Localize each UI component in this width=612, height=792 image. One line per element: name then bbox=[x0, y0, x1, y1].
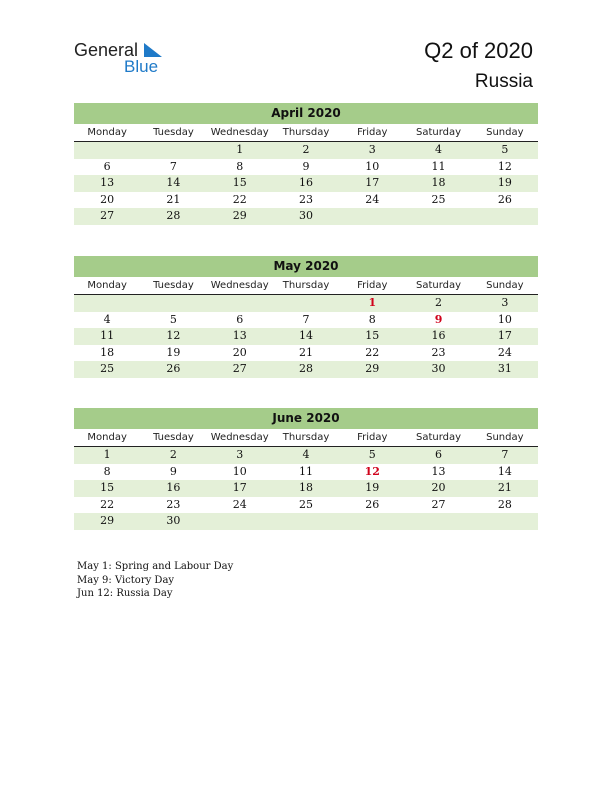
day-cell: 17 bbox=[232, 481, 247, 494]
day-cell: 25 bbox=[431, 192, 446, 206]
weekday-header-row bbox=[74, 429, 538, 447]
week-row bbox=[74, 159, 538, 176]
month-title: April 2020 bbox=[74, 103, 538, 124]
day-cell: 20 bbox=[100, 192, 115, 206]
page-title: Q2 of 2020 bbox=[424, 38, 533, 63]
empty-day-cell bbox=[140, 142, 206, 159]
day-cell: 1 bbox=[236, 143, 244, 156]
holiday-notes bbox=[77, 560, 233, 601]
weekday-label: Sunday bbox=[486, 432, 524, 443]
holiday-note: May 1: Spring and Labour Day bbox=[77, 561, 234, 572]
week-row bbox=[74, 208, 538, 225]
empty-day-cell bbox=[339, 513, 405, 530]
empty-day-cell bbox=[405, 513, 471, 530]
week-row bbox=[74, 328, 538, 345]
week-row bbox=[74, 513, 538, 530]
day-cell: 23 bbox=[166, 497, 181, 511]
day-cell: 31 bbox=[497, 362, 512, 375]
day-cell: 28 bbox=[166, 209, 181, 222]
day-cell: 2 bbox=[169, 448, 177, 461]
day-cell: 29 bbox=[100, 514, 115, 527]
weekday-label: Tuesday bbox=[153, 127, 194, 138]
weekday-label: Thursday bbox=[282, 432, 330, 443]
holiday-note: Jun 12: Russia Day bbox=[77, 588, 173, 599]
day-cell: 21 bbox=[298, 345, 313, 359]
day-cell: 13 bbox=[232, 329, 247, 342]
day-cell: 23 bbox=[431, 345, 446, 359]
country-name: Russia bbox=[474, 71, 533, 92]
day-cell: 12 bbox=[364, 464, 380, 478]
day-cell: 24 bbox=[232, 497, 247, 511]
weekday-label: Saturday bbox=[416, 127, 462, 138]
day-cell: 13 bbox=[100, 176, 115, 189]
day-cell: 11 bbox=[431, 159, 446, 173]
empty-day-cell bbox=[273, 513, 339, 530]
day-cell: 22 bbox=[365, 345, 380, 359]
day-cell: 29 bbox=[232, 209, 247, 222]
day-cell: 9 bbox=[302, 159, 310, 173]
empty-day-cell bbox=[207, 295, 273, 312]
day-cell: 12 bbox=[166, 329, 181, 342]
weekday-header-row bbox=[74, 277, 538, 295]
day-cell: 17 bbox=[365, 176, 380, 189]
weekday-label: Wednesday bbox=[210, 432, 269, 443]
month-june bbox=[74, 408, 538, 530]
day-cell: 8 bbox=[368, 312, 376, 326]
day-cell: 13 bbox=[431, 464, 446, 478]
weekday-label: Monday bbox=[87, 280, 127, 291]
day-cell: 1 bbox=[103, 448, 111, 461]
day-cell: 20 bbox=[431, 481, 446, 494]
day-cell: 14 bbox=[497, 464, 512, 478]
empty-day-cell bbox=[472, 513, 538, 530]
day-cell: 14 bbox=[298, 329, 313, 342]
week-row bbox=[74, 295, 538, 312]
weekday-label: Friday bbox=[357, 280, 388, 291]
day-cell: 5 bbox=[169, 312, 177, 326]
weekday-label: Tuesday bbox=[153, 432, 194, 443]
day-cell: 21 bbox=[497, 481, 512, 494]
day-cell: 29 bbox=[365, 362, 380, 375]
weekday-label: Friday bbox=[357, 432, 388, 443]
day-cell: 12 bbox=[497, 159, 512, 173]
day-cell: 26 bbox=[365, 497, 380, 511]
day-cell: 24 bbox=[365, 192, 380, 206]
weekday-label: Thursday bbox=[282, 280, 330, 291]
day-cell: 9 bbox=[169, 464, 177, 478]
day-cell: 5 bbox=[501, 143, 509, 156]
empty-day-cell bbox=[472, 208, 538, 225]
week-row bbox=[74, 480, 538, 497]
day-cell: 23 bbox=[298, 192, 313, 206]
day-cell: 11 bbox=[298, 464, 313, 478]
day-cell: 14 bbox=[166, 176, 181, 189]
day-cell: 17 bbox=[497, 329, 512, 342]
day-cell: 19 bbox=[497, 176, 512, 189]
day-cell: 16 bbox=[166, 481, 181, 494]
day-cell: 1 bbox=[368, 296, 377, 309]
day-cell: 10 bbox=[232, 464, 247, 478]
weekday-label: Thursday bbox=[282, 127, 330, 138]
day-cell: 8 bbox=[103, 464, 111, 478]
day-cell: 9 bbox=[434, 312, 443, 326]
day-cell: 25 bbox=[298, 497, 313, 511]
day-cell: 18 bbox=[298, 481, 313, 494]
day-cell: 7 bbox=[169, 159, 177, 173]
logo-word-blue: Blue bbox=[124, 57, 159, 76]
holiday-note: May 9: Victory Day bbox=[77, 574, 175, 586]
day-cell: 19 bbox=[365, 481, 380, 494]
week-row bbox=[74, 361, 538, 378]
day-cell: 10 bbox=[365, 159, 380, 173]
day-cell: 18 bbox=[431, 176, 446, 189]
day-cell: 30 bbox=[166, 514, 181, 527]
weekday-label: Sunday bbox=[486, 280, 524, 291]
logo-triangle-icon bbox=[142, 43, 162, 57]
day-cell: 7 bbox=[501, 448, 509, 461]
day-cell: 8 bbox=[236, 159, 244, 173]
empty-day-cell bbox=[273, 295, 339, 312]
empty-day-cell bbox=[74, 295, 140, 312]
day-cell: 25 bbox=[100, 362, 115, 375]
day-cell: 6 bbox=[236, 312, 244, 326]
month-title: June 2020 bbox=[74, 408, 538, 429]
empty-day-cell bbox=[339, 208, 405, 225]
day-cell: 20 bbox=[232, 345, 247, 359]
day-cell: 18 bbox=[100, 345, 115, 359]
weekday-label: Wednesday bbox=[210, 280, 269, 291]
day-cell: 4 bbox=[435, 143, 443, 156]
day-cell: 10 bbox=[497, 312, 512, 326]
week-row bbox=[74, 175, 538, 192]
day-cell: 7 bbox=[302, 312, 310, 326]
day-cell: 26 bbox=[497, 192, 512, 206]
day-cell: 4 bbox=[302, 448, 310, 461]
week-row bbox=[74, 192, 538, 209]
day-cell: 19 bbox=[166, 345, 181, 359]
day-cell: 4 bbox=[103, 312, 111, 326]
day-cell: 16 bbox=[298, 176, 313, 189]
day-cell: 5 bbox=[368, 448, 376, 461]
month-april bbox=[74, 103, 538, 225]
logo-word-general: General bbox=[74, 40, 139, 60]
empty-day-cell bbox=[405, 208, 471, 225]
week-row bbox=[74, 447, 538, 464]
empty-day-cell bbox=[140, 295, 206, 312]
weekday-label: Saturday bbox=[416, 432, 462, 443]
day-cell: 3 bbox=[368, 143, 376, 156]
week-row bbox=[74, 497, 538, 514]
day-cell: 2 bbox=[435, 296, 443, 309]
day-cell: 27 bbox=[232, 362, 247, 375]
day-cell: 26 bbox=[166, 362, 181, 375]
week-row bbox=[74, 142, 538, 159]
day-cell: 3 bbox=[501, 296, 509, 309]
weekday-label: Friday bbox=[357, 127, 388, 138]
month-title: May 2020 bbox=[74, 256, 538, 277]
month-may bbox=[74, 256, 538, 378]
weekday-header-row bbox=[74, 124, 538, 142]
day-cell: 6 bbox=[103, 159, 111, 173]
week-row bbox=[74, 312, 538, 329]
day-cell: 27 bbox=[100, 209, 115, 222]
weekday-label: Tuesday bbox=[153, 280, 194, 291]
day-cell: 28 bbox=[497, 497, 512, 511]
weekday-label: Saturday bbox=[416, 280, 462, 291]
week-row bbox=[74, 464, 538, 481]
day-cell: 3 bbox=[236, 448, 244, 461]
day-cell: 24 bbox=[497, 345, 512, 359]
day-cell: 28 bbox=[298, 362, 313, 375]
day-cell: 22 bbox=[232, 192, 247, 206]
day-cell: 30 bbox=[431, 362, 446, 375]
weekday-label: Sunday bbox=[486, 127, 524, 138]
day-cell: 27 bbox=[431, 497, 446, 511]
empty-day-cell bbox=[74, 142, 140, 159]
day-cell: 11 bbox=[100, 329, 115, 342]
weekday-label: Monday bbox=[87, 127, 127, 138]
day-cell: 15 bbox=[232, 176, 247, 189]
day-cell: 22 bbox=[100, 497, 115, 511]
day-cell: 16 bbox=[431, 329, 446, 342]
day-cell: 15 bbox=[365, 329, 380, 342]
weekday-label: Wednesday bbox=[210, 127, 269, 138]
weekday-label: Monday bbox=[87, 432, 127, 443]
day-cell: 2 bbox=[302, 143, 310, 156]
day-cell: 6 bbox=[435, 448, 443, 461]
week-row bbox=[74, 345, 538, 362]
day-cell: 15 bbox=[100, 481, 115, 494]
day-cell: 21 bbox=[166, 192, 181, 206]
day-cell: 30 bbox=[298, 209, 313, 222]
empty-day-cell bbox=[207, 513, 273, 530]
